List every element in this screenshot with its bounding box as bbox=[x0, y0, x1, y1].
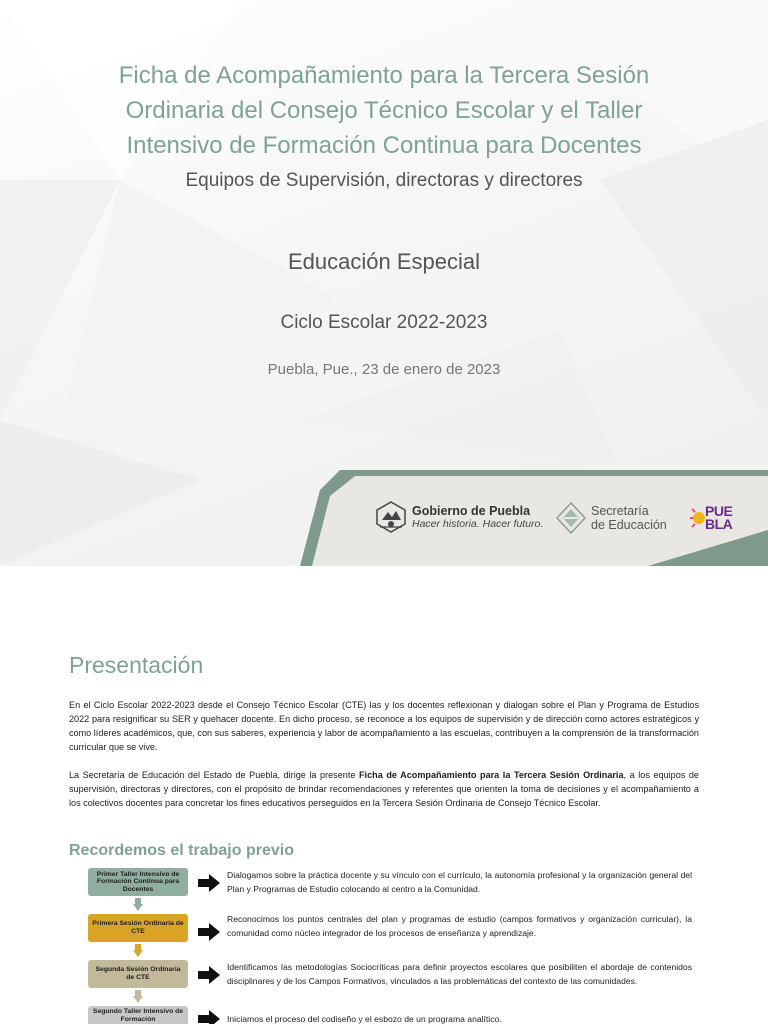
puebla-line1: PUE bbox=[705, 503, 733, 519]
right-arrow-icon bbox=[198, 1010, 220, 1024]
cover-subtitle: Equipos de Supervisión, directoras y directores bbox=[185, 170, 583, 191]
cover-title-line: Ficha de Acompañamiento para la Tercera Sesión bbox=[118, 62, 650, 89]
secretaria-line1: Secretaría bbox=[591, 504, 649, 518]
presentation-heading: Presentación bbox=[69, 652, 204, 678]
right-arrow-icon bbox=[198, 874, 220, 892]
cover-area: Educación Especial bbox=[287, 249, 480, 274]
down-arrow-icon bbox=[133, 898, 143, 912]
secretaria-educacion-logo bbox=[556, 502, 667, 534]
gobierno-puebla-logo bbox=[374, 500, 543, 534]
cover-place-date: Puebla, Pue., 23 de enero de 2023 bbox=[267, 361, 501, 378]
puebla-brand-logo bbox=[689, 504, 732, 532]
step-text: Identificamos las metodologías Sociocríticas para definir proyectos escolares que posibiliten el abordaje de contenidos disciplinares y de los Campos Formativos, vinculados a las problemáticas del contexto de las comunidades. bbox=[227, 962, 692, 986]
previous-work-heading: Recordemos el trabajo previo bbox=[69, 842, 294, 859]
para2-bold-text: Ficha de Acompañamiento para la Tercera Sesión Ordinaria bbox=[359, 770, 624, 780]
puebla-sun-icon bbox=[689, 504, 705, 532]
right-arrow-icon bbox=[198, 923, 220, 941]
para2-text-after: , a los equipos de supervisión, directoras y directores, con el propósito de brindar recomendaciones y referentes que orienten la toma de decisiones y el acompañamiento a los colectivos docentes para concretar los fines educativos perseguidos en la Tercera Sesión Ordinaria de Consejo Técnico Escolar. bbox=[69, 770, 699, 808]
step-text: Iniciamos el proceso del codiseño y el esbozo de un programa analítico. bbox=[227, 1014, 502, 1024]
step-text: Reconocimos los puntos centrales del plan y programas de estudio (campos formativos y organización curricular), la comunidad como núcleo integrador de los procesos de enseñanza y aprendizaje. bbox=[227, 914, 692, 938]
step-text: Dialogamos sobre la práctica docente y su vínculo con el currículo, la autonomía profesional y la organización general del Plan y Programas de Estudio colocando al centro a la Comunidad. bbox=[227, 870, 692, 894]
down-arrow-icon bbox=[133, 990, 143, 1004]
presentation-paragraph-1: En el Ciclo Escolar 2022-2023 desde el Consejo Técnico Escolar (CTE) las y los docentes reflexionan y dialogan sobre el Plan y Programa de Estudios 2022 para resignificar su SER y quehacer docente. En dicho proceso, se reconoce a los equipos de supervisión y de dirección como actores estratégicos y como líderes académicos, que, con sus saberes, experiencia y labor de acompañamiento a las escuelas, contribuyen a la comprensión de la transformación curricular que se vive. bbox=[69, 700, 699, 752]
stage-box: Segundo Taller Intensivo de Formación bbox=[88, 1006, 188, 1024]
right-arrow-icon bbox=[198, 966, 220, 984]
secretaria-line2: de Educación bbox=[591, 518, 667, 532]
presentation-paragraph-2 bbox=[69, 768, 699, 810]
gobierno-seal-icon bbox=[374, 500, 408, 534]
cover-title-line: Intensivo de Formación Continua para Docentes bbox=[126, 132, 642, 159]
gobierno-name: Gobierno de Puebla bbox=[412, 504, 531, 518]
stage-box: Primer Taller Intensivo de Formación Continua para Docentes bbox=[88, 868, 188, 896]
gobierno-slogan: Hacer historia. Hacer futuro. bbox=[412, 518, 544, 530]
cover-title bbox=[40, 58, 728, 163]
corner-decorative-icon bbox=[708, 566, 752, 588]
cover-title-line: Ordinaria del Consejo Técnico Escolar y el Taller bbox=[125, 97, 643, 124]
down-arrow-icon bbox=[133, 944, 143, 958]
puebla-line2: BLA bbox=[705, 516, 733, 532]
para2-text-before: La Secretaría de Educación del Estado de Puebla, dirige la presente bbox=[69, 770, 359, 780]
stage-box: Segunda Sesión Ordinaria de CTE bbox=[88, 960, 188, 988]
secretaria-emblem-icon bbox=[556, 502, 586, 534]
cover-cycle: Ciclo Escolar 2022-2023 bbox=[280, 312, 488, 333]
stage-box: Primera Sesión Ordinaria de CTE bbox=[88, 914, 188, 942]
